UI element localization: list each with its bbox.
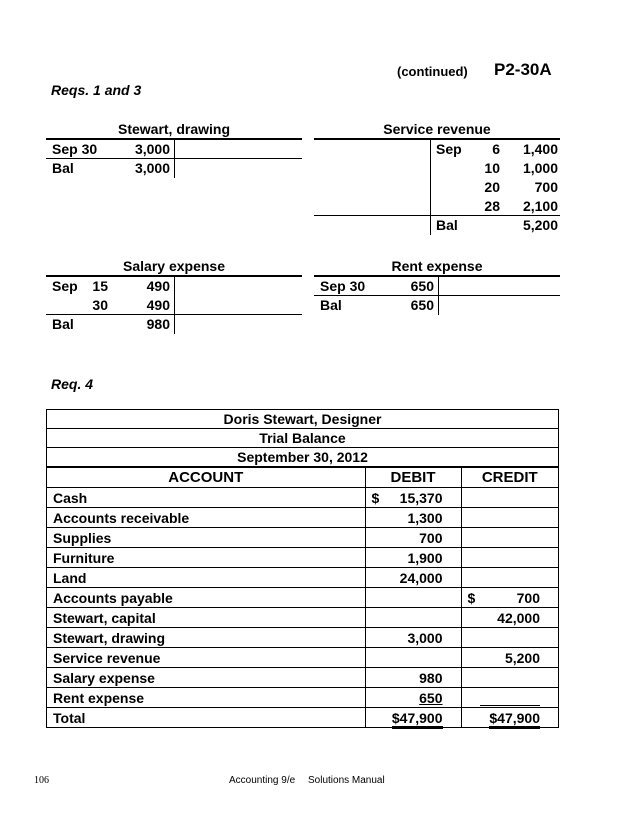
- account-name: Land: [47, 568, 365, 588]
- account-name: Rent expense: [47, 688, 365, 708]
- debit-amount: $ 15,370: [365, 488, 461, 508]
- entry-amount: 3,000: [134, 141, 170, 157]
- total-label: Total: [47, 708, 365, 728]
- credit-amount: 5,200: [461, 648, 558, 668]
- table-row: [47, 528, 558, 548]
- entry-label: Bal: [320, 297, 342, 313]
- credit-amount: $ 700: [461, 588, 558, 608]
- trial-balance: [46, 409, 559, 728]
- t-account-title: Salary expense: [46, 257, 302, 277]
- table-row: [47, 688, 558, 708]
- entry-amount: 650: [410, 278, 434, 294]
- entry-label: Sep 30: [52, 141, 98, 157]
- total-credit: $47,900: [461, 708, 558, 728]
- credit-amount: [461, 488, 558, 508]
- credit-amount: [461, 548, 558, 568]
- account-name: Service revenue: [47, 648, 365, 668]
- credit-amount: [461, 568, 558, 588]
- entry-amount: 490: [146, 278, 170, 294]
- table-row: [47, 628, 558, 648]
- account-name: Accounts receivable: [47, 508, 365, 528]
- entry-label: Bal: [436, 217, 458, 233]
- debit-amount: 1,900: [365, 548, 461, 568]
- trial-balance-table: [47, 467, 558, 727]
- statement-title: Trial Balance: [47, 429, 558, 448]
- continued-label: (continued): [397, 64, 468, 79]
- req-4-heading: Req. 4: [51, 376, 94, 392]
- t-account-stewart-drawing: [46, 120, 302, 178]
- debit-amount: 1,300: [365, 508, 461, 528]
- t-account-title: Rent expense: [314, 257, 560, 277]
- entry-amount: 1,400: [522, 141, 558, 157]
- entry-label: Bal: [52, 316, 74, 332]
- entry-amount: 5,200: [522, 217, 558, 233]
- credit-amount: [461, 688, 558, 708]
- table-row: [47, 668, 558, 688]
- entry-label: Sep: [52, 278, 78, 294]
- account-name: Cash: [47, 488, 365, 508]
- entry-amount: 2,100: [522, 198, 558, 214]
- column-header-credit: CREDIT: [461, 468, 558, 488]
- credit-amount: [461, 508, 558, 528]
- entry-amount: 1,000: [522, 160, 558, 176]
- account-name: Stewart, drawing: [47, 628, 365, 648]
- table-row: [47, 568, 558, 588]
- table-row: [47, 588, 558, 608]
- credit-amount: [461, 628, 558, 648]
- debit-amount: [365, 608, 461, 628]
- account-name: Supplies: [47, 528, 365, 548]
- account-name: Stewart, capital: [47, 608, 365, 628]
- t-account-title: Service revenue: [314, 120, 560, 140]
- entry-amount: 490: [146, 297, 170, 313]
- t-account-service-revenue: Service revenue Sep 6 1,400 10 1,000 20 700 28 2,100 Bal 5,200: [314, 120, 560, 235]
- table-row: [47, 608, 558, 628]
- problem-number: P2-30A: [494, 60, 552, 79]
- account-name: Salary expense: [47, 668, 365, 688]
- table-row: [47, 508, 558, 528]
- debit-amount: [365, 648, 461, 668]
- entry-amount: 980: [146, 316, 170, 332]
- book-title: Accounting 9/e: [229, 775, 296, 786]
- column-header-account: ACCOUNT: [47, 468, 365, 488]
- credit-amount: [461, 668, 558, 688]
- debit-amount: 3,000: [365, 628, 461, 648]
- entry-label: Sep: [436, 141, 462, 157]
- page-number: 106: [34, 775, 49, 786]
- table-row: [47, 488, 558, 508]
- entry-label: Sep 30: [320, 278, 366, 294]
- account-name: Accounts payable: [47, 588, 365, 608]
- column-header-debit: DEBIT: [365, 468, 461, 488]
- debit-amount: [365, 588, 461, 608]
- table-row: [47, 548, 558, 568]
- entry-amount: 700: [534, 179, 558, 195]
- manual-title: Solutions Manual: [308, 775, 385, 786]
- statement-date: September 30, 2012: [47, 448, 558, 467]
- entry-amount: 650: [410, 297, 434, 313]
- debit-amount: 24,000: [365, 568, 461, 588]
- credit-amount: 42,000: [461, 608, 558, 628]
- req-1-3-heading: Reqs. 1 and 3: [51, 82, 142, 98]
- table-row: [47, 648, 558, 668]
- entry-amount: 3,000: [134, 160, 170, 176]
- total-debit: $47,900: [365, 708, 461, 728]
- account-name: Furniture: [47, 548, 365, 568]
- total-row: [47, 708, 558, 728]
- credit-amount: [461, 528, 558, 548]
- t-account-rent-expense: [314, 257, 560, 315]
- debit-amount: 650: [365, 688, 461, 708]
- debit-amount: 700: [365, 528, 461, 548]
- t-account-salary-expense: Salary expense Sep 15 490 30 490 Bal 980: [46, 257, 302, 334]
- t-account-title: Stewart, drawing: [46, 120, 302, 140]
- company-name: Doris Stewart, Designer: [47, 410, 558, 429]
- entry-label: Bal: [52, 160, 74, 176]
- debit-amount: 980: [365, 668, 461, 688]
